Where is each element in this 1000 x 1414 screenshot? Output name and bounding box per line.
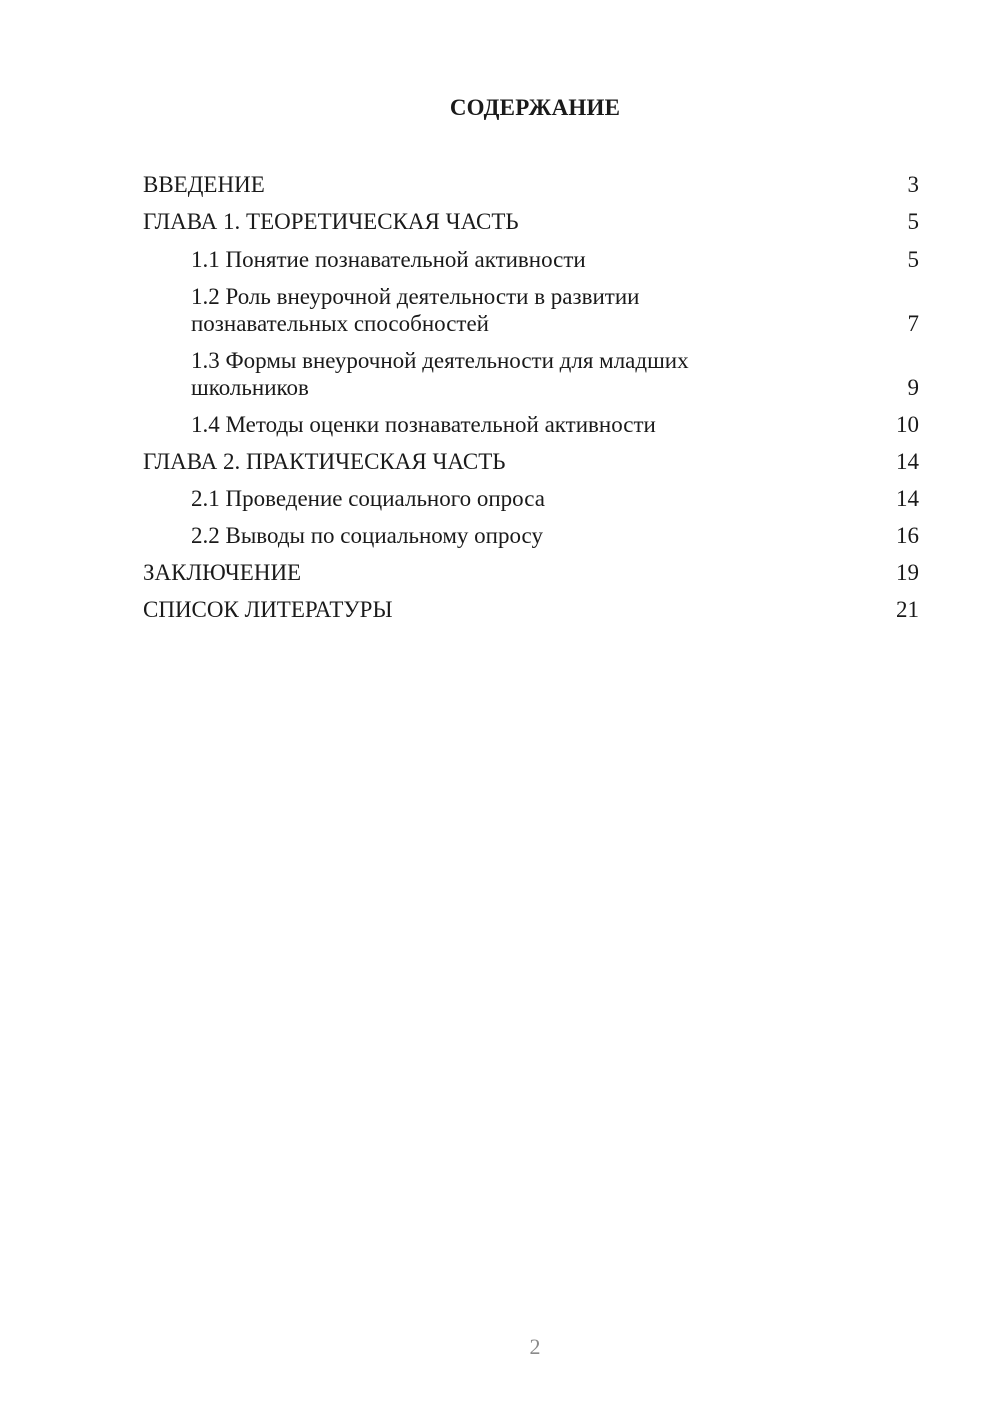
toc-entry-page: 3: [907, 172, 919, 197]
toc-entry-page: 21: [896, 597, 919, 622]
toc-entry-introduction: [143, 171, 919, 198]
toc-entry-section-1-2: [191, 283, 919, 337]
toc-entry-label: 1.4 Методы оценки познавательной активности: [191, 412, 656, 437]
toc-entry-section-1-3: [191, 347, 919, 401]
toc-entry-label: 1.2 Роль внеурочной деятельности в развитии познавательных способностей: [191, 284, 640, 336]
toc-entry-label: СПИСОК ЛИТЕРАТУРЫ: [143, 597, 393, 622]
toc-entry-section-1-1: [191, 246, 919, 273]
toc-entry-page: 9: [907, 375, 919, 400]
toc-entry-page: 19: [896, 560, 919, 585]
toc-entry-label: ЗАКЛЮЧЕНИЕ: [143, 560, 302, 585]
toc-entry-page: 16: [896, 523, 919, 548]
toc-entry-page: 14: [896, 449, 919, 474]
toc-entry-page: 14: [896, 486, 919, 511]
toc-entry-label: 1.3 Формы внеурочной деятельности для младших школьников: [191, 348, 689, 400]
toc-entry-label: ГЛАВА 1. ТЕОРЕТИЧЕСКАЯ ЧАСТЬ: [143, 209, 519, 234]
page-number: 2: [529, 1334, 541, 1359]
toc-entry-label: ВВЕДЕНИЕ: [143, 172, 265, 197]
toc-entry-label: ГЛАВА 2. ПРАКТИЧЕСКАЯ ЧАСТЬ: [143, 449, 506, 474]
toc-entry-section-2-2: [191, 522, 919, 549]
toc-entry-page: 10: [896, 412, 919, 437]
toc-entry-label: 1.1 Понятие познавательной активности: [191, 247, 586, 272]
toc-entry-chapter-2: [143, 448, 919, 475]
toc-entry-section-1-4: [191, 411, 919, 438]
toc-entry-bibliography: [143, 596, 919, 623]
toc-entry-page: 5: [907, 209, 919, 234]
toc-entry-section-2-1: [191, 485, 919, 512]
toc-entry-page: 7: [907, 311, 919, 336]
toc-title: СОДЕРЖАНИЕ: [449, 95, 621, 120]
toc-entry-label: 2.1 Проведение социального опроса: [191, 486, 545, 511]
toc-entry-page: 5: [907, 247, 919, 272]
toc-entry-conclusion: [143, 559, 919, 586]
toc-entry-label: 2.2 Выводы по социальному опросу: [191, 523, 543, 548]
toc-entry-chapter-1: [143, 208, 919, 235]
